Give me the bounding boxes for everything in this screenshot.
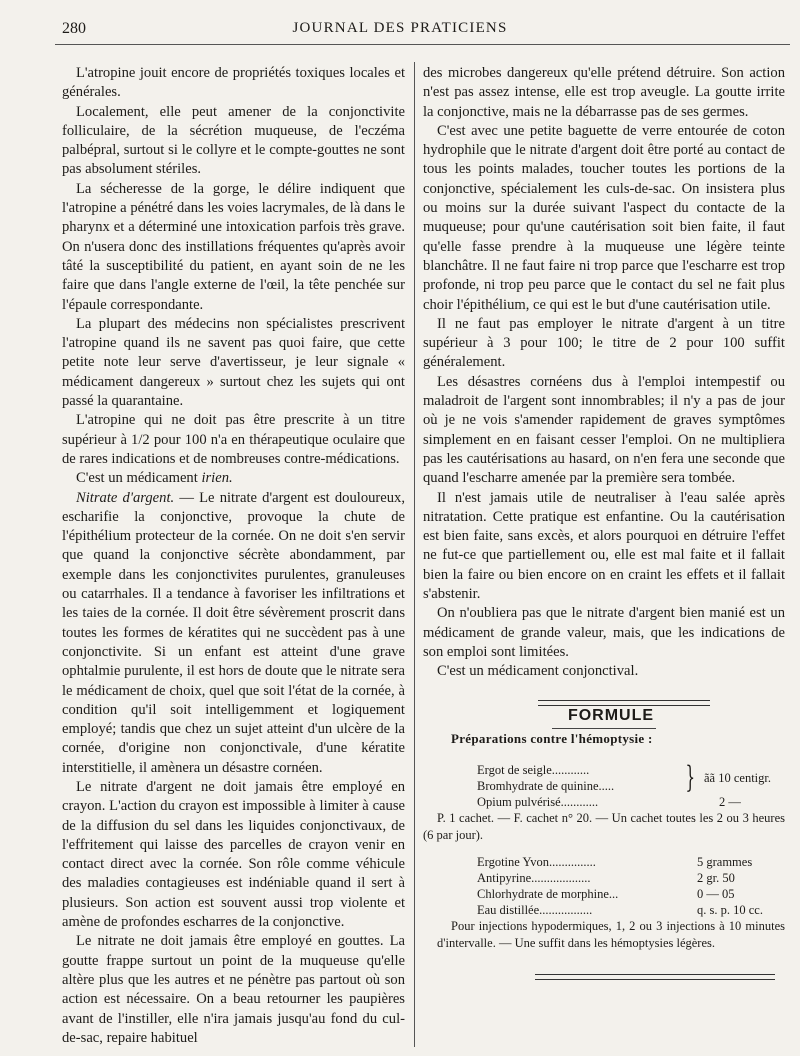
paragraph: Les désastres cornéens dus à l'emploi intempestif ou maladroit de l'argent sont innombrables; il n'y a pas de jour où je ne vois s'amender rapidement de graves symptômes simplement en en faisant cesser l'emploi. On ne multipliera pas les cautérisations au hasard, on n'en fera une seconde que quand l'escharre amenée par la première sera tombée. [423, 373, 785, 487]
paragraph: La plupart des médecins non spécialistes prescrivent l'atropine quand ils ne savent pas quoi faire, que cette petite note leur serve d'avertisseur, je leur signale « médicament dangereux » surtout chez les sujets qui ont passé la quarantaine. [62, 315, 405, 410]
paragraph: Le nitrate ne doit jamais être employé en gouttes. La goutte frappe surtout un point de la muqueuse qu'elle altère plus que les autres et ne pénètre pas partout où son action est nécessaire. On a beau retourner les paupières avant de l'instiller, elle n'ira jamais jusqu'au fond du cul-de-sac, repaire habituel [62, 933, 405, 1046]
running-title: JOURNAL DES PRATICIENS [292, 20, 508, 36]
ingredient-row [423, 854, 785, 870]
paragraph: Il ne faut pas employer le nitrate d'argent à un titre supérieur à 3 pour 100; le titre de 2 pour 100 suffit généralement. [423, 315, 785, 371]
brace-names [423, 762, 682, 794]
formule-title: FORMULE [567, 706, 655, 724]
page-header [0, 0, 800, 50]
paragraph: Le nitrate d'argent ne doit jamais être employé en crayon. L'action du crayon est impossible à limiter à cause de la diffusion du sel dans les liquides conjonctivaux, de l'effritement qui laisse des parcelles de crayon venir en contact direct avec la cornée. Son rôle comme véhicule des maladies contagieuses est indéniable quand il sert à plusieurs. Son action est souvent aussi trop violente et amène de profondes escharres de la conjonctive. [62, 778, 405, 931]
section-heading: Nitrate d'argent. [76, 489, 175, 506]
header-rule [55, 44, 790, 45]
italic-term: irien. [201, 470, 233, 487]
paragraph: C'est avec une petite baguette de verre entourée de coton hydrophile que le nitrate d'argent doit être porté au contact de tous les points malades, toucher toutes les portions de la conjonctive, spécialement les culs-de-sac. On insistera plus ou moins sur la durée suivant l'aspect du contacte de la muqueuse; pour qu'une cautérisation soit bien faite, il faut qu'elle fasse prendre à la muqueuse une légère teinte blanchâtre. Il ne faut faire ni trop parce que l'escharre est trop profonde, ni trop peu parce que le contact du sel ne fait plus choir l'épithélium, ce qui est le but d'une cautérisation utile. [423, 122, 785, 313]
paragraph-text: C'est un médicament [76, 470, 202, 487]
ingredient: Chlorhydrate de morphine... [477, 887, 619, 902]
ingredient-dose: q. s. p. 10 cc. [697, 903, 763, 918]
paragraph: C'est un médicament conjonctival. [437, 663, 639, 680]
formule-section [423, 700, 785, 981]
paragraph [62, 469, 405, 488]
ingredient: Bromhydrate de quinine..... [477, 779, 615, 794]
ingredient: Antipyrine................... [477, 871, 591, 886]
paragraph: Localement, elle peut amener de la conjonctivite folliculaire, de la sécrétion muqueuse, de l'eczéma palbépral, surtout si le collyre et le compte-gouttes ne sont pas absolument stériles. [62, 103, 405, 178]
ingredient-dose: 0 — 05 [697, 887, 735, 902]
double-rule [535, 974, 775, 980]
paragraph [62, 489, 405, 778]
paragraph: La sécheresse de la gorge, le délire indiquent que l'atropine a pénétré dans les voies lacrymales, de là dans le pharynx et a déterminé une intoxication parfois très grave. On n'usera donc des instillations fréquentes qu'après avoir tâté la susceptibilité du patient, en ayant soin de ne les faire que dans l'angle externe de l'œil, la tête penchée sur l'épaule correspondante. [62, 180, 405, 313]
ingredient-row [423, 886, 785, 902]
ingredient-row [423, 870, 785, 886]
prescription-note: P. 1 cachet. — F. cachet n° 20. — Un cachet toutes les 2 ou 3 heures (6 par jour). [423, 811, 785, 843]
paragraph: On n'oubliera pas que le nitrate d'argent bien manié est un médicament de grande valeur, mais, que les indications de son emploi sont limitées. [423, 605, 785, 660]
paragraph-text: — Le nitrate d'argent est douloureux, escharifie la conjonctive, provoque la chute de l'épithélium protecteur de la cornée. On ne doit s'en servir que quand la conjonctive sécrète abondamment, par exemple dans les conjonctivites purulentes, granuleuses ou catarrhales. Il a tendance à favoriser les infiltrations et les taies de la cornée. Il doit être sévèrement proscrit dans toutes les formes de kératites qui ne succèdent pas à une conjonctivite. Si un enfant est atteint d'une grave ophtalmie purulente, il est hors de doute que le nitrate sera le médicament de choix, quel que soit l'état de la cornée, à condition qu'il soit intelligemment et logiquement employé; tandis que chez un sujet atteint d'un ulcère de la cornée, d'origine non conjonctivale, d'une kératite interstitielle, il amènera un désastre cornéen. [62, 489, 405, 776]
paragraph: des microbes dangereux qu'elle prétend détruire. Son action n'est pas assez intense, elle est trop aveugle. La goutte irrite la conjonctive, mais ne la débarrasse pas de ses germes. [423, 65, 785, 120]
prescription-group [423, 762, 785, 794]
column-divider [414, 62, 415, 1047]
prescription-group [423, 854, 785, 918]
ingredient-row [423, 902, 785, 918]
paragraph: L'atropine qui ne doit pas être prescrite à un titre supérieur à 1/2 pour 100 n'a en thérapeutique oculaire que de rares indications et de nombreuses contre-médications. [62, 412, 405, 467]
right-column [423, 64, 785, 980]
paragraph: L'atropine jouit encore de propriétés toxiques locales et générales. [62, 65, 405, 101]
preparation-title: Préparations contre l'hémoptysie : [451, 730, 653, 746]
ingredient: Eau distillée................. [477, 903, 593, 918]
ingredient-dose: 5 grammes [697, 855, 753, 870]
left-column [62, 64, 405, 1048]
ingredient: Ergot de seigle............ [477, 763, 590, 778]
prescription-note: Pour injections hypodermiques, 1, 2 ou 3 injections à 10 minutes d'intervalle. — Une suffit dans les hémoptysies légères. [437, 919, 785, 951]
page-number: 280 [62, 20, 86, 37]
ingredient-dose: ãã 10 centigr. [704, 771, 771, 786]
ingredient-dose: 2 gr. 50 [697, 871, 735, 886]
paragraph: Il n'est jamais utile de neutraliser à l'eau salée après nitratation. Cette pratique est enfantine. Ou la cautérisation est bien faite, sans excès, et alors pourquoi en détruire l'effet ne fut-ce que partiellement ou, elle est mal faite et il fallait bien la faire ou bien encore on en craint les effets et il fallait s'abstenir. [423, 489, 785, 603]
ingredient-row [423, 794, 785, 810]
brace-symbol: } [685, 760, 696, 796]
ingredient-dose: 2 — [719, 795, 741, 810]
ingredient: Opium pulvérisé............ [477, 795, 599, 810]
ingredient: Ergotine Yvon............... [477, 855, 596, 870]
